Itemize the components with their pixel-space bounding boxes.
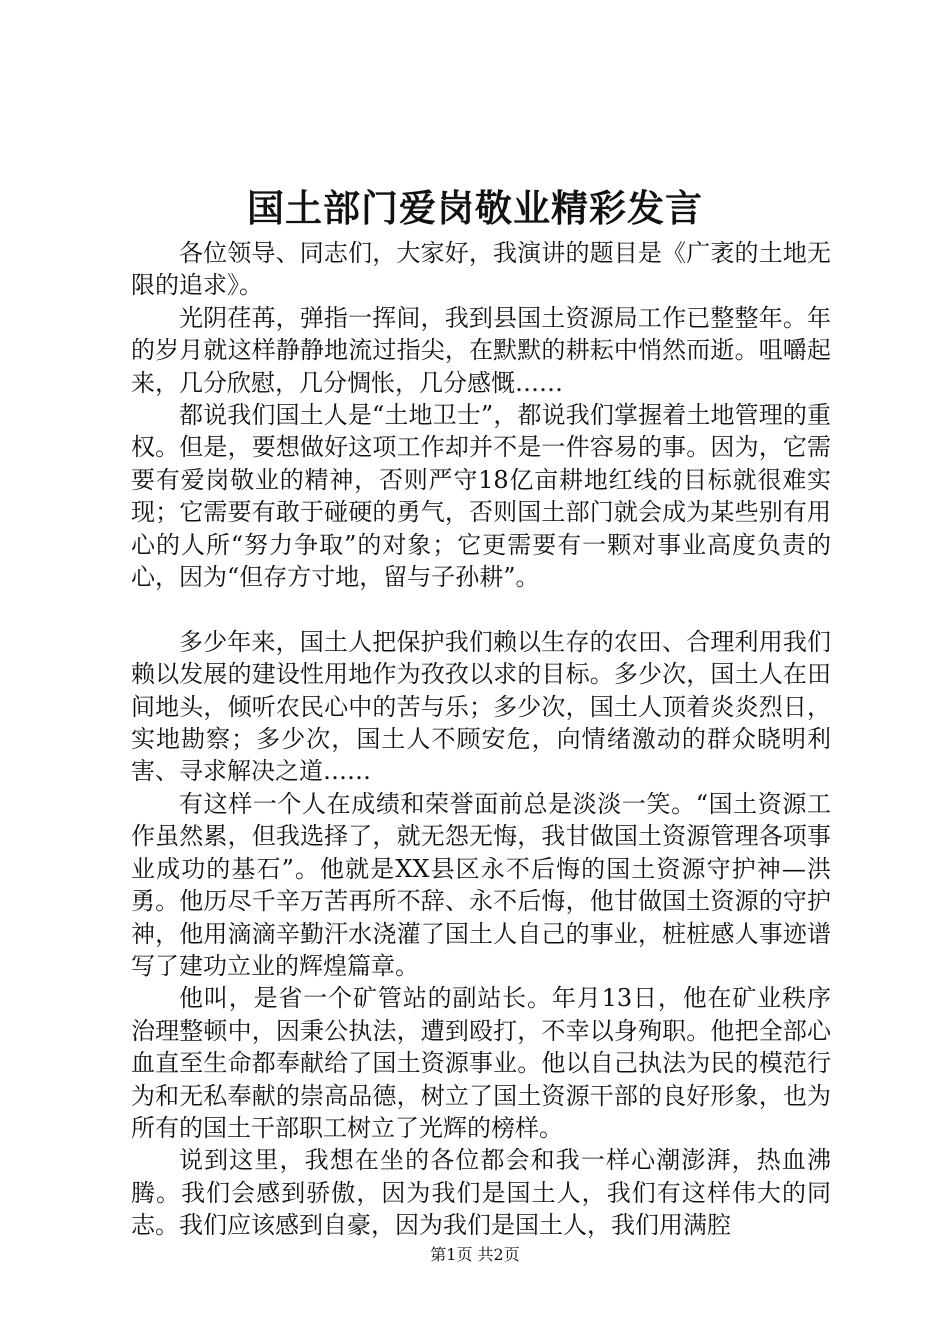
document-body — [131, 237, 831, 1242]
paragraph-time-passing: 光阴荏苒，弹指一挥间，我到县国土资源局工作已整整年。年的岁月就这样静静地流过指尖，在默默的耕耘中悄然而逝。咀嚼起来，几分欣慰，几分惆怅，几分感慨…… — [131, 303, 831, 397]
paragraph-sacrifice: 他叫，是省一个矿管站的副站长。年月13日，他在矿业秩序治理整顿中，因秉公执法，遭到殴打，不幸以身殉职。他把全部心血直至生命都奉献给了国土资源事业。他以自己执法为民的模范行为和无私奉献的崇高品德，树立了国土资源干部的良好形象，也为所有的国土干部职工树立了光辉的榜样。 — [131, 984, 831, 1142]
paragraph-years-of-work: 多少年来，国土人把保护我们赖以生存的农田、合理利用我们赖以发展的建设性用地作为孜孜以求的目标。多少次，国土人在田间地头，倾听农民心中的苦与乐；多少次，国土人顶着炎炎烈日，实地勘察；多少次，国土人不顾安危，向情绪激动的群众晓明利害、寻求解决之道…… — [131, 627, 831, 786]
paragraph-greeting: 各位领导、同志们，大家好，我演讲的题目是《广袤的土地无限的追求》。 — [131, 239, 831, 300]
paragraph-land-guardian: 都说我们国土人是“土地卫士”，都说我们掌握着土地管理的重权。但是，要想做好这项工作却并不是一件容易的事。因为，它需要有爱岗敬业的精神，否则严守18亿亩耕地红线的目标就很难实现；它需要有敢于碰硬的勇气，否则国土部门就会成为某些别有用心的人所“努力争取”的对象；它更需要有一颗对事业高度负责的心，因为“但存方寸地，留与子孙耕”。 — [131, 401, 831, 592]
page-footer: 第1页 共2页 — [430, 1245, 520, 1264]
paragraph-spacer — [131, 593, 831, 625]
document-title: 国土部门爱岗敬业精彩发言 — [247, 186, 703, 230]
paragraph-pride: 说到这里，我想在坐的各位都会和我一样心潮澎湃，热血沸腾。我们会感到骄傲，因为我们是国土人，我们有这样伟大的同志。我们应该感到自豪，因为我们是国土人，我们用满腔 — [131, 1146, 831, 1240]
paragraph-role-model: 有这样一个人在成绩和荣誉面前总是淡淡一笑。“国土资源工作虽然累，但我选择了，就无怨无悔，我甘做国土资源管理各项事业成功的基石”。他就是XX县区永不后悔的国土资源守护神—洪勇。他历尽千辛万苦再所不辞、永不后悔，他甘做国土资源的守护神，他用滴滴辛勤汗水浇灌了国土人自己的事业，桩桩感人事迹谱写了建功立业的辉煌篇章。 — [131, 789, 831, 980]
